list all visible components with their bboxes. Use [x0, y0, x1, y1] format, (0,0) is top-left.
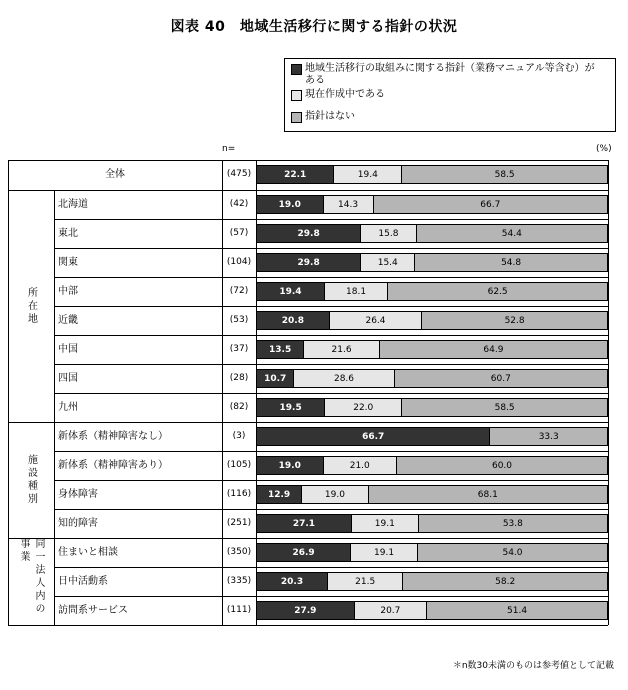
- bar-segment: 58.2: [403, 573, 607, 590]
- n-header: n=: [222, 144, 236, 154]
- bar-segment: 22.0: [325, 399, 402, 416]
- bar-segment: 19.5: [257, 399, 325, 416]
- stacked-bar: [256, 572, 608, 591]
- bar-segment: 58.5: [402, 399, 607, 416]
- bar-segment: 18.1: [325, 283, 388, 300]
- n-value: (111): [226, 605, 252, 615]
- bar-segment: 20.7: [355, 602, 427, 619]
- legend-swatch: [291, 112, 302, 123]
- bar-segment: 64.9: [380, 341, 607, 358]
- category-label: 日中活動系: [58, 576, 108, 587]
- n-value: (105): [226, 460, 252, 470]
- category-label: 中部: [58, 286, 78, 297]
- category-label: 訪問系サービス: [58, 605, 128, 616]
- bar-segment: 27.9: [257, 602, 355, 619]
- stacked-bar: [256, 340, 608, 359]
- bar-segment: 33.3: [490, 428, 607, 445]
- bar-segment: 19.4: [257, 283, 325, 300]
- row-separator: [54, 596, 608, 597]
- bar-segment: 12.9: [257, 486, 302, 503]
- bar-segment: 22.1: [257, 166, 334, 183]
- category-label: 北海道: [58, 199, 88, 210]
- bar-segment: 60.7: [395, 370, 607, 387]
- category-label: 近畿: [58, 315, 78, 326]
- bar-segment: 53.8: [419, 515, 607, 532]
- n-value: (42): [229, 199, 249, 209]
- stacked-bar: [256, 282, 608, 301]
- bar-segment: 15.4: [361, 254, 415, 271]
- bar-segment: 52.8: [422, 312, 607, 329]
- legend-item-has-guideline: [291, 63, 601, 87]
- stacked-bar: [256, 485, 608, 504]
- bar-segment: 19.4: [334, 166, 402, 183]
- n-value: (72): [229, 286, 249, 296]
- table-right-border: [608, 160, 609, 625]
- bar-segment: 54.4: [417, 225, 607, 242]
- legend-item-in-progress: [291, 89, 385, 101]
- row-separator: [54, 335, 608, 336]
- stacked-bar: [256, 543, 608, 562]
- stacked-bar: [256, 195, 608, 214]
- n-value: (53): [229, 315, 249, 325]
- n-value: (475): [226, 169, 252, 179]
- chart-title: 図表 40 地域生活移行に関する指針の状況: [170, 19, 458, 35]
- category-label: 九州: [58, 402, 78, 413]
- category-label: 新体系（精神障害なし）: [58, 431, 168, 442]
- bar-segment: 66.7: [257, 428, 490, 445]
- legend-swatch: [291, 90, 302, 101]
- bar-segment: 54.8: [415, 254, 607, 271]
- bar-segment: 20.3: [257, 573, 328, 590]
- bar-segment: 19.0: [257, 196, 324, 213]
- stacked-bar: [256, 311, 608, 330]
- bar-segment: 13.5: [257, 341, 304, 358]
- bar-segment: 29.8: [257, 254, 361, 271]
- n-value: (104): [226, 257, 252, 267]
- bar-segment: 68.1: [369, 486, 607, 503]
- n-value: (37): [229, 344, 249, 354]
- bar-segment: 15.8: [361, 225, 416, 242]
- legend-label: 現在作成中である: [305, 89, 385, 100]
- row-separator: [54, 248, 608, 249]
- n-value: (57): [229, 228, 249, 238]
- legend-swatch: [291, 64, 302, 75]
- row-separator: [54, 364, 608, 365]
- group-label-facility-type: 施設種別: [25, 454, 37, 506]
- legend: [284, 58, 616, 132]
- legend-item-none: [291, 111, 355, 123]
- bar-segment: 19.1: [351, 544, 418, 561]
- row-separator: [54, 567, 608, 568]
- category-label: 新体系（精神障害あり）: [58, 460, 168, 471]
- stacked-bar: [256, 165, 608, 184]
- n-value: (251): [226, 518, 252, 528]
- n-value: (116): [226, 489, 252, 499]
- category-label: 身体障害: [58, 489, 98, 500]
- category-label: 関東: [58, 257, 78, 268]
- bar-segment: 60.0: [397, 457, 607, 474]
- category-label: 中国: [58, 344, 78, 355]
- bar-segment: 58.5: [402, 166, 607, 183]
- n-value: (335): [226, 576, 252, 586]
- stacked-bar: [256, 601, 608, 620]
- footnote: ＊n数30未満のものは参考値として記載: [452, 661, 614, 671]
- bar-segment: 21.5: [328, 573, 403, 590]
- bar-segment: 54.0: [418, 544, 607, 561]
- category-label: 全体: [105, 169, 125, 180]
- bar-segment: 28.6: [294, 370, 394, 387]
- stacked-bar: [256, 369, 608, 388]
- bar-segment: 20.8: [257, 312, 330, 329]
- bar-segment: 62.5: [388, 283, 607, 300]
- row-separator: [54, 219, 608, 220]
- row-separator: [8, 190, 608, 191]
- stacked-bar: [256, 398, 608, 417]
- row-separator: [54, 480, 608, 481]
- stacked-bar: [256, 253, 608, 272]
- n-value: (3): [232, 431, 246, 441]
- n-value: (82): [229, 402, 249, 412]
- category-label: 東北: [58, 228, 78, 239]
- row-separator: [54, 306, 608, 307]
- stacked-bar: [256, 456, 608, 475]
- legend-label: 地域生活移行の取組みに関する指針（業務マニュアル等含む）がある: [305, 63, 595, 86]
- bar-segment: 26.9: [257, 544, 351, 561]
- n-value: (350): [226, 547, 252, 557]
- stacked-bar: [256, 427, 608, 446]
- bar-segment: 21.6: [304, 341, 380, 358]
- percent-unit: (%): [596, 144, 612, 154]
- label-column-divider: [54, 190, 55, 625]
- bar-segment: 66.7: [374, 196, 607, 213]
- bar-segment: 19.0: [257, 457, 324, 474]
- category-label: 住まいと相談: [58, 547, 118, 558]
- bar-segment: 29.8: [257, 225, 361, 242]
- bar-segment: 27.1: [257, 515, 352, 532]
- bar-segment: 14.3: [324, 196, 374, 213]
- row-separator: [54, 393, 608, 394]
- bar-segment: 26.4: [330, 312, 422, 329]
- bar-segment: 19.0: [302, 486, 369, 503]
- category-label: 四国: [58, 373, 78, 384]
- category-label: 知的障害: [58, 518, 98, 529]
- stacked-bar: [256, 224, 608, 243]
- row-separator: [54, 509, 608, 510]
- legend-label: 指針はない: [305, 111, 355, 122]
- table-bottom-border: [8, 625, 608, 626]
- stacked-bar: [256, 514, 608, 533]
- row-separator: [54, 277, 608, 278]
- group-label-same-corp: 同一法人内の事業: [18, 538, 44, 616]
- bar-segment: 19.1: [352, 515, 419, 532]
- n-value: (28): [229, 373, 249, 383]
- bar-segment: 21.0: [324, 457, 398, 474]
- bar-segment: 51.4: [427, 602, 607, 619]
- group-label-location: 所在地: [25, 286, 37, 326]
- bar-segment: 10.7: [257, 370, 294, 387]
